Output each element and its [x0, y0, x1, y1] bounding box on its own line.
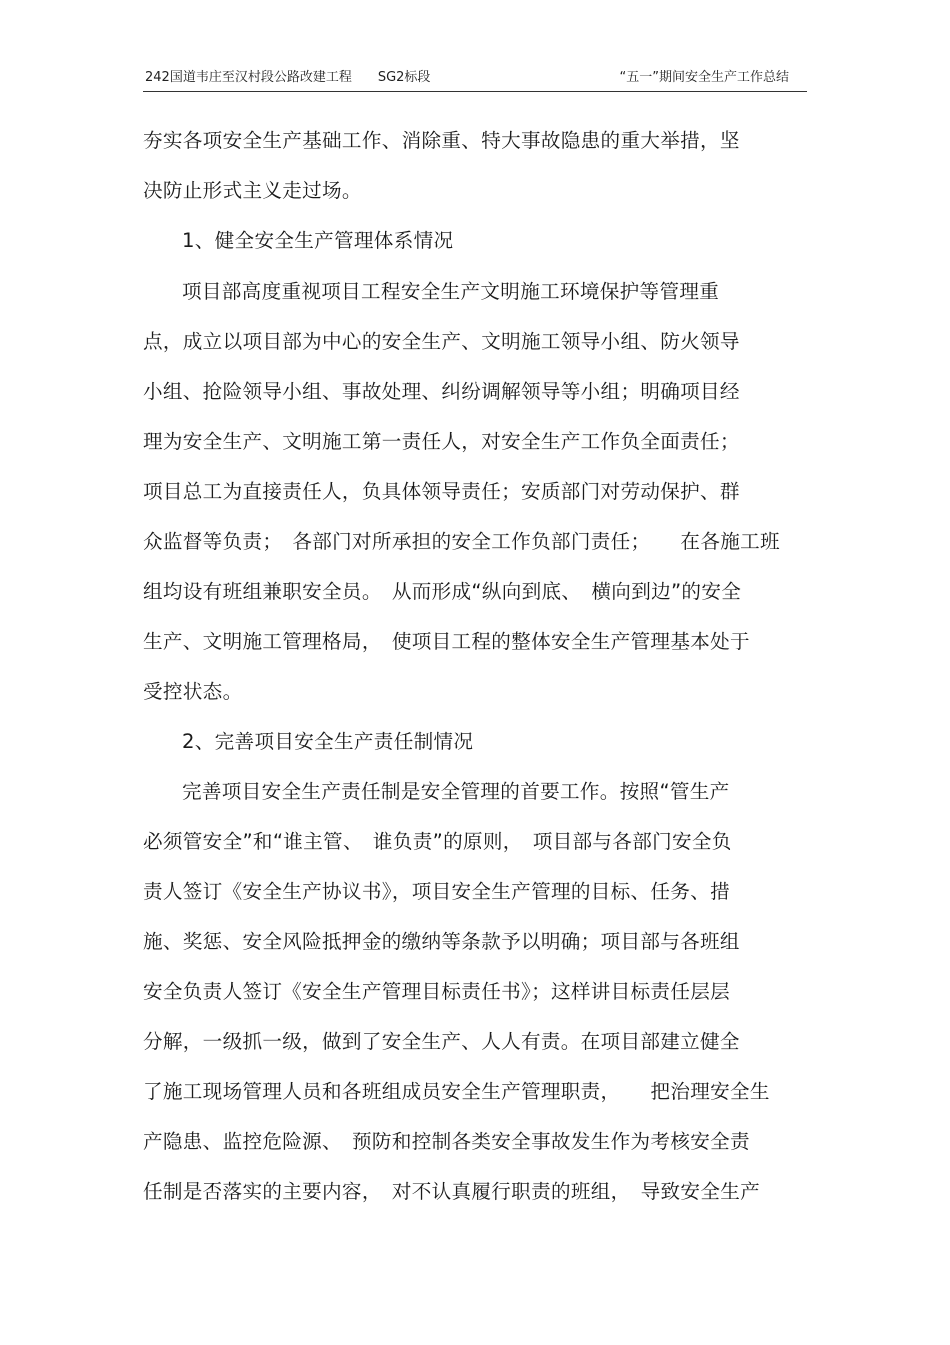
text-line: 组均设有班组兼职安全员。 从而形成“纵向到底、 横向到边”的安全: [143, 580, 742, 603]
text-line: 施、奖惩、安全风险抵押金的缴纳等条款予以明确；项目部与各班组: [143, 930, 740, 953]
header-divider: [143, 91, 807, 92]
text-line: 生产、文明施工管理格局， 使项目工程的整体安全生产管理基本处于: [143, 630, 750, 653]
text-line: 责人签订《安全生产协议书》，项目安全生产管理的目标、任务、措: [143, 880, 731, 903]
text-line: 点，成立以项目部为中心的安全生产、文明施工领导小组、防火领导: [143, 330, 740, 353]
paragraph-start: 完善项目安全生产责任制是安全管理的首要工作。按照“管生产: [182, 780, 730, 803]
text-line: 受控状态。: [143, 680, 243, 703]
section-heading-1: 1、健全安全生产管理体系情况: [182, 229, 454, 252]
text-line: 众监督等负责； 各部门对所承担的安全工作负部门责任； 在各施工班: [143, 530, 780, 553]
header-document-title: “五一”期间安全生产工作总结: [619, 70, 789, 85]
text-line: 理为安全生产、文明施工第一责任人，对安全生产工作负全面责任；: [143, 430, 740, 453]
text-line: 决防止形式主义走过场。: [143, 179, 362, 202]
text-line: 安全负责人签订《安全生产管理目标责任书》；这样讲目标责任层层: [143, 980, 731, 1003]
text-line: 了施工现场管理人员和各班组成员安全生产管理职责， 把治理安全生: [143, 1080, 770, 1103]
text-line: 产隐患、监控危险源、 预防和控制各类安全事故发生作为考核安全责: [143, 1130, 750, 1153]
text-line: 任制是否落实的主要内容， 对不认真履行职责的班组， 导致安全生产: [143, 1180, 760, 1203]
text-line: 分解，一级抓一级，做到了安全生产、人人有责。在项目部建立健全: [143, 1030, 740, 1053]
running-header: [143, 68, 807, 90]
header-project-title: 242国道韦庄至汉村段公路改建工程 SG2标段: [145, 70, 431, 85]
text-line: 小组、抢险领导小组、事故处理、纠纷调解领导等小组；明确项目经: [143, 380, 740, 403]
text-line: 夯实各项安全生产基础工作、消除重、特大事故隐患的重大举措，坚: [143, 129, 740, 152]
text-line: 项目总工为直接责任人，负具体领导责任；安质部门对劳动保护、群: [143, 480, 740, 503]
paragraph-start: 项目部高度重视项目工程安全生产文明施工环境保护等管理重: [182, 280, 720, 303]
section-heading-2: 2、完善项目安全生产责任制情况: [182, 730, 474, 753]
text-line: 必须管安全”和“谁主管、 谁负责”的原则， 项目部与各部门安全负: [143, 830, 732, 853]
